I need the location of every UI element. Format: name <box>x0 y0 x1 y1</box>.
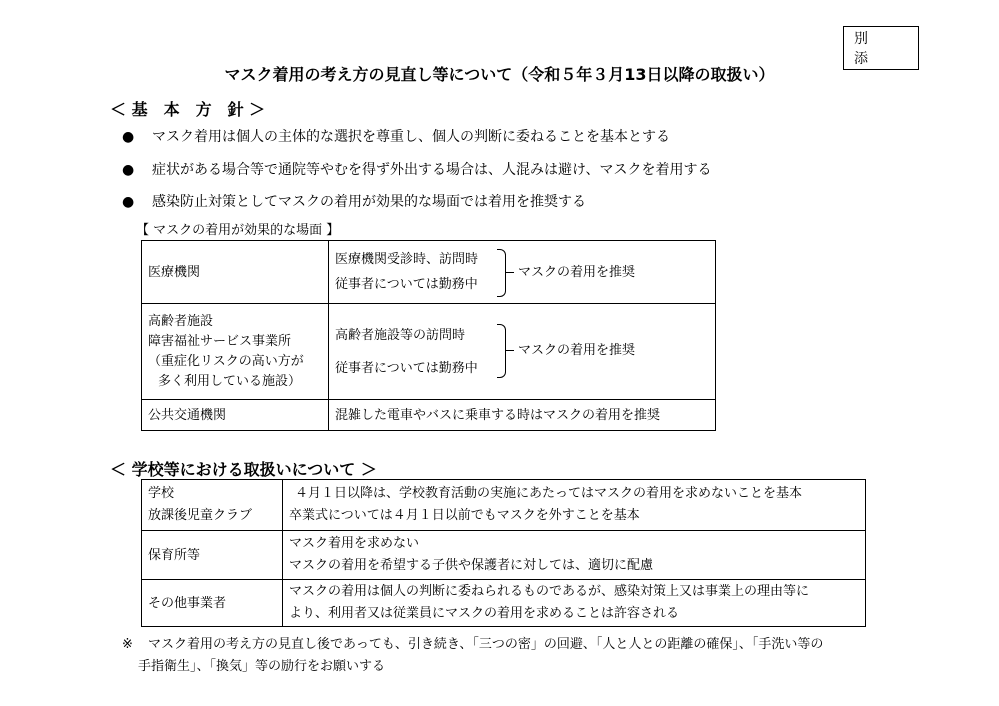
situation-cell <box>329 241 716 304</box>
situation-cell <box>329 304 716 400</box>
policy-bullet-text: 症状がある場合等で通院等やむを得ず外出する場合は、人混みは避け、マスクを着用する <box>152 162 712 178</box>
brace-tick <box>506 272 514 273</box>
policy-line: ４月１日以降は、学校教育活動の実施にあたってはマスクの着用を求めないことを基本 <box>295 486 803 501</box>
place-line: 放課後児童クラブ <box>148 508 253 523</box>
bullet-dot: ● <box>122 194 135 210</box>
recommend-label: マスクの着用を推奨 <box>518 343 636 358</box>
policy-line: より、利用者又は従業員にマスクの着用を求めることは許容される <box>289 606 680 621</box>
place-cell <box>142 580 283 627</box>
effective-scenes-table <box>141 240 716 431</box>
place-line: 公共交通機関 <box>148 407 227 423</box>
place-line: 多く利用している施設） <box>158 373 302 389</box>
table-row <box>142 531 866 580</box>
table-row <box>142 580 866 627</box>
situation-line: 従事者については勤務中 <box>335 360 478 376</box>
school-heading: ＜ 学校等における取扱いについて ＞ <box>110 460 377 479</box>
policy-line: 卒業式については４月１日以前でもマスクを外すことを基本 <box>289 508 640 523</box>
effective-scenes-heading: 【 マスクの着用が効果的な場面 】 <box>136 223 340 238</box>
attachment-tag-label: 別 添 <box>854 31 906 67</box>
situation-cell <box>329 400 716 431</box>
note-text: マスク着用の考え方の見直し後であっても、引き続き、「三つの密」の回避、「人と人との距離の確保」、「手洗い等の <box>148 637 824 652</box>
brace-mark <box>497 249 506 297</box>
basic-policy-heading: ＜ 基 本 方 針 ＞ <box>110 100 266 119</box>
place-line: 学校 <box>148 486 175 501</box>
table-row <box>142 480 866 531</box>
policy-cell <box>283 531 866 580</box>
situation-line: 混雑した電車やバスに乗車する時はマスクの着用を推奨 <box>335 407 661 423</box>
policy-cell <box>283 580 866 627</box>
document-title: マスク着用の考え方の見直し等について（令和５年３月13日以降の取扱い） <box>224 65 775 84</box>
place-cell <box>142 241 329 304</box>
place-line: （重症化リスクの高い方が <box>148 353 304 369</box>
footnote-line-1 <box>122 633 823 652</box>
brace-tick <box>506 350 514 351</box>
place-cell <box>142 480 283 531</box>
place-cell <box>142 304 329 400</box>
table-row <box>142 241 716 304</box>
brace-mark <box>497 324 506 378</box>
bullet-dot: ● <box>122 162 135 178</box>
policy-bullet-3 <box>122 191 586 211</box>
place-line: 障害福祉サービス事業所 <box>148 333 292 349</box>
policy-bullet-text: 感染防止対策としてマスクの着用が効果的な場面では着用を推奨する <box>152 194 586 210</box>
place-line: その他事業者 <box>148 595 227 611</box>
policy-cell <box>283 480 866 531</box>
place-line: 保育所等 <box>148 547 201 563</box>
policy-line: マスクの着用は個人の判断に委ねられるものであるが、感染対策上又は事業上の理由等に <box>289 584 810 599</box>
policy-line: マスク着用を求めない <box>289 536 420 551</box>
situation-line: 医療機関受診時、訪問時 <box>335 252 479 267</box>
policy-line: マスクの着用を希望する子供や保護者に対しては、適切に配慮 <box>289 558 654 573</box>
note-mark: ※ <box>122 637 133 652</box>
place-cell <box>142 531 283 580</box>
recommend-label: マスクの着用を推奨 <box>518 265 636 280</box>
policy-bullet-1 <box>122 126 670 146</box>
policy-bullet-2 <box>122 159 711 179</box>
situation-line: 従事者については勤務中 <box>335 277 478 292</box>
bullet-dot: ● <box>122 129 135 145</box>
place-cell <box>142 400 329 431</box>
policy-bullet-text: マスク着用は個人の主体的な選択を尊重し、個人の判断に委ねることを基本とする <box>152 129 670 145</box>
place-line: 高齢者施設 <box>148 313 214 329</box>
footnote-line-2: 手指衛生」、「換気」等の励行をお願いする <box>138 659 386 674</box>
table-row <box>142 400 716 431</box>
place-line: 医療機関 <box>148 264 201 280</box>
situation-line: 高齢者施設等の訪問時 <box>335 327 466 343</box>
school-table <box>141 479 866 627</box>
table-row <box>142 304 716 400</box>
